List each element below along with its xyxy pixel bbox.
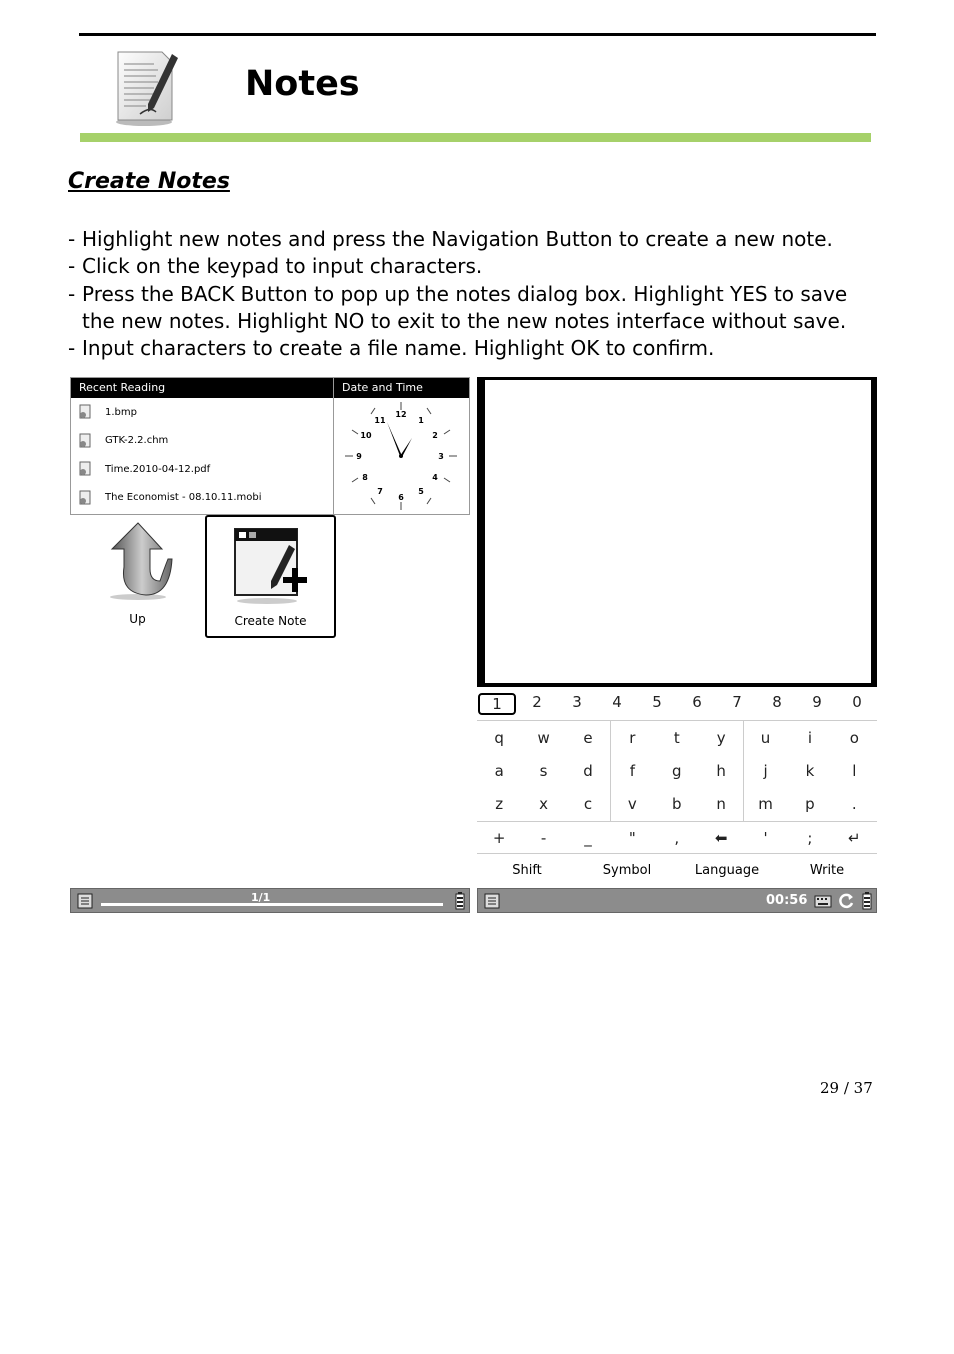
write-button[interactable]: Write: [809, 863, 845, 878]
key-b[interactable]: b: [671, 795, 682, 813]
key-v[interactable]: v: [627, 795, 637, 813]
recent-item[interactable]: GTK-2.2.chm: [71, 427, 333, 456]
key-plus[interactable]: +: [492, 829, 506, 847]
key-2[interactable]: 2: [532, 693, 542, 711]
section-heading: Create Notes: [68, 169, 230, 194]
file-icon: [77, 403, 95, 421]
clock-number: 4: [432, 473, 438, 482]
recent-reading-panel: [70, 377, 334, 515]
key-5[interactable]: 5: [652, 693, 662, 711]
up-tile[interactable]: [90, 519, 185, 634]
up-arrow-icon: [98, 519, 178, 601]
clock-hour-hand: [400, 438, 412, 457]
menu-icon[interactable]: [77, 893, 93, 909]
keyboard-icon[interactable]: [814, 895, 832, 908]
create-note-icon: [231, 525, 311, 605]
key-o[interactable]: o: [849, 729, 859, 747]
document-pen-icon: [110, 46, 182, 128]
clock-number: 6: [398, 493, 404, 502]
key-period[interactable]: .: [851, 795, 857, 813]
note-canvas[interactable]: [485, 380, 871, 683]
key-k[interactable]: k: [805, 762, 815, 780]
key-4[interactable]: 4: [612, 693, 622, 711]
key-1[interactable]: 1: [478, 693, 516, 715]
key-u[interactable]: u: [760, 729, 771, 747]
top-rule: [79, 33, 876, 36]
list-item: - Input characters to create a file name. Highlight OK to confirm.: [68, 336, 715, 361]
key-x[interactable]: x: [539, 795, 549, 813]
number-row: [477, 693, 877, 715]
file-icon: [77, 460, 95, 478]
key-0[interactable]: 0: [852, 693, 862, 711]
key-underscore[interactable]: _: [584, 829, 592, 847]
symbol-button[interactable]: Symbol: [602, 863, 652, 878]
page-progress-bar: [101, 903, 443, 906]
letter-row-2: [477, 762, 877, 780]
key-semicolon[interactable]: ;: [807, 829, 813, 847]
status-time: 00:56: [766, 893, 808, 908]
key-c[interactable]: c: [583, 795, 593, 813]
key-r[interactable]: r: [629, 729, 636, 747]
enter-icon[interactable]: ↵: [848, 829, 861, 847]
key-8[interactable]: 8: [772, 693, 782, 711]
key-comma[interactable]: ,: [674, 829, 680, 847]
accent-bar: [80, 133, 871, 142]
key-p[interactable]: p: [805, 795, 815, 813]
list-item: - Click on the keypad to input characters.: [68, 254, 483, 279]
recent-reading-heading: Recent Reading: [71, 378, 333, 398]
page-number: 29 / 37: [820, 1079, 873, 1097]
list-item: - Press the BACK Button to pop up the notes dialog box. Highlight YES to save the new notes. Highlight NO to exit to the new notes interface without save.: [68, 281, 848, 333]
note-canvas-frame: [477, 377, 877, 687]
clock-number: 7: [377, 487, 383, 496]
key-9[interactable]: 9: [812, 693, 822, 711]
note-editor-screen: [477, 377, 877, 913]
clock-number: 8: [362, 473, 368, 482]
key-d[interactable]: d: [583, 762, 593, 780]
symbol-row: [477, 829, 877, 847]
status-bar: [70, 888, 470, 913]
analog-clock: [334, 398, 469, 514]
page-indicator: 1/1: [251, 891, 271, 904]
key-w[interactable]: w: [537, 729, 550, 747]
language-button[interactable]: Language: [694, 863, 760, 878]
key-n[interactable]: n: [716, 795, 726, 813]
key-3[interactable]: 3: [572, 693, 582, 711]
battery-icon: [455, 892, 465, 910]
function-row: [477, 863, 877, 878]
key-j[interactable]: j: [763, 762, 768, 780]
clock-minute-hand: [387, 422, 402, 456]
key-apostrophe[interactable]: ': [763, 829, 768, 847]
recent-item[interactable]: The Economist - 08.10.11.mobi: [71, 484, 333, 513]
recent-item[interactable]: 1.bmp: [71, 398, 333, 427]
key-6[interactable]: 6: [692, 693, 702, 711]
clock-number: 1: [418, 416, 424, 425]
key-l[interactable]: l: [852, 762, 857, 780]
clock-number: 2: [432, 431, 438, 440]
shift-button[interactable]: Shift: [512, 863, 542, 878]
menu-icon[interactable]: [484, 893, 500, 909]
create-note-tile[interactable]: [205, 515, 336, 638]
up-label: Up: [129, 612, 146, 626]
home-screen: [70, 377, 470, 913]
create-note-label: Create Note: [234, 614, 307, 628]
clock-number: 11: [374, 416, 386, 425]
key-t[interactable]: t: [673, 729, 680, 747]
status-bar: [477, 888, 877, 913]
key-f[interactable]: f: [629, 762, 635, 780]
page-title: Notes: [245, 64, 360, 104]
clock-number: 9: [356, 452, 362, 461]
key-z[interactable]: z: [495, 795, 504, 813]
file-icon: [77, 489, 95, 507]
key-7[interactable]: 7: [732, 693, 742, 711]
date-time-panel: [333, 377, 470, 515]
key-minus[interactable]: -: [540, 829, 547, 847]
clock-number: 5: [418, 487, 424, 496]
clock-number: 10: [360, 431, 372, 440]
clock-number: 12: [395, 410, 407, 419]
date-time-heading: Date and Time: [334, 378, 469, 398]
key-e[interactable]: e: [583, 729, 593, 747]
key-h[interactable]: h: [716, 762, 726, 780]
letter-row-1: [477, 729, 877, 747]
backspace-icon[interactable]: ⬅: [714, 829, 728, 847]
list-item: - Highlight new notes and press the Navigation Button to create a new note.: [68, 227, 833, 251]
recent-item[interactable]: Time.2010-04-12.pdf: [71, 455, 333, 484]
key-q[interactable]: q: [494, 729, 504, 747]
clock-number: 3: [438, 452, 444, 461]
key-quote[interactable]: ": [628, 829, 636, 847]
battery-icon: [862, 892, 872, 910]
letter-row-3: [477, 795, 877, 813]
instruction-list: [68, 226, 888, 362]
key-m[interactable]: m: [758, 795, 773, 813]
onscreen-keyboard: [477, 687, 877, 887]
file-icon: [77, 432, 95, 450]
key-g[interactable]: g: [671, 762, 682, 780]
refresh-icon[interactable]: [837, 892, 855, 910]
key-a[interactable]: a: [494, 762, 504, 780]
key-y[interactable]: y: [716, 729, 726, 747]
key-s[interactable]: s: [539, 762, 548, 780]
key-i[interactable]: i: [807, 729, 813, 747]
